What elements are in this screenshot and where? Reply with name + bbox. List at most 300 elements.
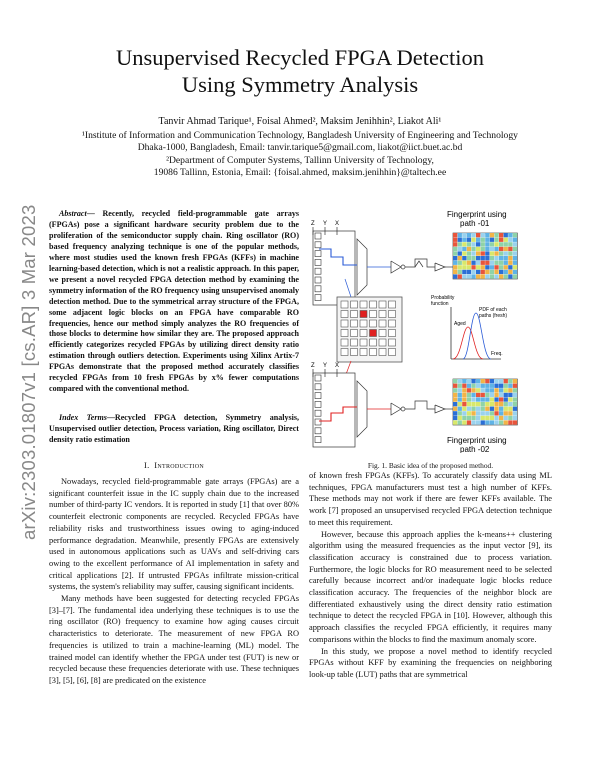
selected-logic-block [360,311,367,318]
heatmap-cell [504,407,508,411]
heatmap-cell [508,242,512,246]
heatmap-cell [490,270,494,274]
heatmap-cell [508,420,512,424]
heatmap-cell [490,379,494,383]
heatmap-cell [462,411,466,415]
logic-block [389,330,396,337]
heatmap-cell [481,416,485,420]
heatmap-cell [471,238,475,242]
heatmap-cell [462,238,466,242]
heatmap-cell [467,265,471,269]
heatmap-cell [513,397,517,401]
heatmap-cell [481,251,485,255]
heatmap-cell [458,384,462,388]
lut-cell [315,401,321,407]
heatmap-cell [471,233,475,237]
heatmap-cell [508,265,512,269]
heatmap-cell [504,242,508,246]
heatmap-cell [453,397,457,401]
affiliation-1-line-1: ¹Institute of Information and Communication Technology, Bangladesh University of Engineering and Technology [82,129,518,141]
heatmap-cell [462,261,466,265]
heatmap-cell [471,397,475,401]
heatmap-cell [494,274,498,278]
heatmap-cell [513,247,517,251]
heatmap-cell [513,411,517,415]
heatmap-cell [513,384,517,388]
logic-block [389,320,396,327]
heatmap-cell [476,388,480,392]
heatmap-cell [499,411,503,415]
lut-cell [315,393,321,399]
index-terms-text: —Recycled FPGA detection, Symmetry analysis, Unsupervised outlier detection, Process variation, Ring oscillator, Direct density ratio estimation [49,413,299,444]
heatmap-cell [467,233,471,237]
logic-block [351,311,358,318]
heatmap-cell [513,274,517,278]
lut-cell [315,268,321,274]
lut-cell [315,419,321,425]
heatmap-cell [504,238,508,242]
heatmap-cell [467,420,471,424]
heatmap-cell [490,261,494,265]
heatmap-cell [494,411,498,415]
heatmap-cell [481,238,485,242]
heatmap-cell [494,270,498,274]
logic-block [389,349,396,356]
heatmap-cell [499,379,503,383]
logic-block [379,330,386,337]
heatmap-cell [494,384,498,388]
heatmap-cell [485,233,489,237]
heatmap-cell [490,388,494,392]
heatmap-cell [471,251,475,255]
heatmap-cell [471,379,475,383]
heatmap-cell [499,247,503,251]
heatmap-cell [504,261,508,265]
heatmap-cell [462,388,466,392]
heatmap-cell [490,274,494,278]
heatmap-cell [508,388,512,392]
heatmap-cell [462,251,466,255]
intro-paragraph-5: In this study, we propose a novel method to identify recycled FPGAs without KFF by examining the frequencies on neighboring look-up table (LUT) paths that are symmetrical [309,646,552,679]
heatmap-cell [467,393,471,397]
intro-paragraph-1: Nowadays, recycled field-programmable gate arrays (FPGAs) are a significant counterfeit issue in the IC supply chain due to the increased number of third-party IC vendors. It is reported in study [1] that over 80% counterfeit electronic components are recycled. Recycled FPGAs have reliability risks and trustworthiness issues owing to aging-induced performance degradation. Meanwhile, presently FPGAs are extensively used in autonomous applications such as UAVs and self-driving cars owing to the excellent performance of AI implementation in safety and critical applications [2]. If untrusted FPGAs infiltrate mission-critical systems, the system's reliability may suffer, causing significant incidents. [49,477,299,592]
heatmap-cell [481,247,485,251]
heatmap-cell [508,393,512,397]
heatmap-cell [513,256,517,260]
heatmap-cell [494,402,498,406]
index-terms-label: Index Terms [59,413,107,422]
heatmap-cell [467,416,471,420]
heatmap-cell [504,393,508,397]
heatmap-cell [476,242,480,246]
section-heading [49,460,299,472]
heatmap-cell [513,261,517,265]
logic-block [341,301,348,308]
heatmap-cell [467,379,471,383]
heatmap-cell [481,407,485,411]
heatmap-cell [481,420,485,424]
heatmap-cell [458,274,462,278]
heatmap-cell [476,393,480,397]
heatmap-cell [471,270,475,274]
heatmap-cell [499,265,503,269]
fingerprint-bottom-line-1: Fingerprint using [447,436,507,445]
heatmap-cell [499,384,503,388]
heatmap-cell [467,261,471,265]
heatmap-cell [462,242,466,246]
heatmap-cell [494,397,498,401]
heatmap-cell [476,420,480,424]
lut-cell [315,277,321,283]
bottom-mux-tree [313,369,453,447]
heatmap-cell [481,384,485,388]
lut-cell [315,286,321,292]
heatmap-cell [494,407,498,411]
heatmap-cell [462,379,466,383]
heatmap-cell [476,411,480,415]
heatmap-cell [504,379,508,383]
heatmap-cell [467,256,471,260]
heatmap-cell [499,274,503,278]
heatmap-cell [504,247,508,251]
logic-block [341,320,348,327]
heatmap-cell [508,397,512,401]
heatmap-cell [462,416,466,420]
heatmap-cell [494,261,498,265]
heatmap-cell [513,402,517,406]
lut-cell [315,233,321,239]
heatmap-cell [490,256,494,260]
heatmap-cell [453,265,457,269]
figure-1 [311,209,537,458]
heatmap-cell [499,407,503,411]
abstract-label: Abstract [59,209,87,218]
heatmap-cell [499,233,503,237]
heatmap-cell [494,256,498,260]
intro-right-column [309,470,552,681]
heatmap-cell [453,379,457,383]
heatmap-cell [462,265,466,269]
heatmap-cell [462,407,466,411]
heatmap-cell [481,261,485,265]
heatmap-cell [476,265,480,269]
title-line-1: Unsupervised Recycled FPGA Detection [115,45,485,70]
fingerprint-top-heatmap [453,233,517,279]
logic-block [360,339,367,346]
lut-cell [315,259,321,265]
heatmap-cell [453,233,457,237]
heatmap-cell [504,411,508,415]
heatmap-cell [471,420,475,424]
heatmap-cell [453,393,457,397]
affiliation-2-line-2: 19086 Tallinn, Estonia, Email: {foisal.ahmed, maksim.jenihhin}@taltech.ee [153,167,447,179]
heatmap-cell [481,388,485,392]
heatmap-cell [494,416,498,420]
lut-cell [315,251,321,257]
heatmap-cell [481,270,485,274]
heatmap-cell [476,270,480,274]
logic-block [379,301,386,308]
heatmap-cell [494,379,498,383]
heatmap-cell [508,402,512,406]
heatmap-cell [504,420,508,424]
heatmap-cell [462,420,466,424]
heatmap-cell [513,233,517,237]
heatmap-cell [490,242,494,246]
abstract-text: — Recently, recycled field-programmable gate arrays (FPGAs) pose a significant hardware security problem due to the proliferation of the semiconductor supply chain. Ring oscillator (RO) based frequency analyzing technique is one of the popular methods, where most studies used the known fresh FPGAs (KFFs) in machine learning-based detection, which is not a realistic approach. In this paper, we present a novel recycled FPGA detection method by examining the symmetry information of the RO frequency using unsupervised anomaly detection method. Due to the symmetrical array structure of the FPGA, some adjacent logic blocks on an FPGA have comparable RO frequencies, hence our method simply analyzes the RO frequencies of those blocks to determine how similar they are. The proposed approach efficiently categorizes recycled FPGAs by utilizing direct density ratio estimation through outliers detection. Experiments using Xilinx Artix-7 FPGAs demonstrate that the proposed method accurately classifies recycled FPGAs from 10 fresh FPGAs by x% fewer computations compared with the conventional method. [49,209,299,394]
logic-block [351,330,358,337]
heatmap-cell [476,379,480,383]
heatmap-cell [504,384,508,388]
freq-label: Freq. [491,351,503,357]
heatmap-cell [513,238,517,242]
affiliation-1-line-2: Dhaka-1000, Bangladesh, Email: tanvir.tarique5@gmail.com, liakot@iict.buet.ac.bd [137,142,463,154]
heatmap-cell [504,388,508,392]
fingerprint-top-line-2: path -01 [460,219,490,228]
top-sel-z: Z [311,221,315,227]
heatmap-cell [513,416,517,420]
heatmap-cell [494,233,498,237]
heatmap-cell [467,247,471,251]
heatmap-cell [494,388,498,392]
bottom-sel-x: X [335,363,340,369]
heatmap-cell [453,384,457,388]
logic-block [341,339,348,346]
heatmap-cell [481,265,485,269]
logic-block [370,339,377,346]
heatmap-cell [462,274,466,278]
heatmap-cell [471,388,475,392]
intro-paragraph-4: However, because this approach applies the k-means++ clustering algorithm using the measured frequencies as the input vector [9], its classification accuracy is constrained due to process variation. Furthermore, the logic blocks for RO measurement need to be selected carefully because incorrect and/or inadequate logic blocks reduce classification accuracy. The frequencies of the neighbor block are differentiated exhaustively using the direct density ratio estimation technique to detect the recycled FPGA in [10]. However, although this approach classifies the recycled FPGA efficiently, it requires many comparisons within the blocks to find the maximum anomaly score. [309,529,552,644]
heatmap-cell [513,270,517,274]
abstract [49,209,299,395]
heatmap-cell [471,256,475,260]
heatmap-cell [458,388,462,392]
lut-cell [315,428,321,434]
heatmap-cell [485,274,489,278]
heatmap-cell [458,270,462,274]
top-mux-tree [313,227,453,305]
heatmap-cell [476,384,480,388]
heatmap-cell [481,397,485,401]
heatmap-cell [490,416,494,420]
logic-block [370,349,377,356]
heatmap-cell [494,420,498,424]
heatmap-cell [462,270,466,274]
heatmap-cell [453,407,457,411]
heatmap-cell [508,411,512,415]
intro-paragraph-2: Many methods have been suggested for detecting recycled FPGAs [3]–[7]. The fundamental idea underlying these techniques is to use the ring oscillator (RO) frequency to examine how aging causes circuit characteristics to deteriorate. The measurement of new FPGA RO frequencies is utilized to train a machine-learning (ML) model. The trained model can identify whether the FPGA under test (FUT) is new or recycled because these frequencies deteriorate with use. These techniques [3], [5], [6], [8] are predicated on the existence [49,594,299,685]
heatmap-cell [458,265,462,269]
heatmap-cell [508,251,512,255]
heatmap-cell [485,388,489,392]
heatmap-cell [476,256,480,260]
heatmap-cell [504,402,508,406]
heatmap-cell [458,402,462,406]
heatmap-cell [462,256,466,260]
logic-block [360,330,367,337]
heatmap-cell [485,247,489,251]
heatmap-cell [471,411,475,415]
heatmap-cell [453,247,457,251]
heatmap-cell [490,251,494,255]
heatmap-cell [462,397,466,401]
logic-block [360,349,367,356]
heatmap-cell [467,238,471,242]
heatmap-cell [481,393,485,397]
heatmap-cell [453,416,457,420]
heatmap-cell [499,238,503,242]
heatmap-cell [481,274,485,278]
logic-block [351,349,358,356]
heatmap-cell [494,265,498,269]
heatmap-cell [499,388,503,392]
heatmap-cell [458,420,462,424]
heatmap-cell [481,242,485,246]
lut-cell [315,295,321,301]
heatmap-cell [467,411,471,415]
heatmap-cell [458,251,462,255]
heatmap-cell [485,402,489,406]
top-sel-x: X [335,221,340,227]
figure-caption: Fig. 1. Basic idea of the proposed method. [367,461,494,470]
heatmap-cell [453,270,457,274]
heatmap-cell [504,265,508,269]
heatmap-cell [490,393,494,397]
heatmap-cell [476,416,480,420]
heatmap-cell [513,251,517,255]
aged-label: Aged [454,321,466,327]
heatmap-cell [499,261,503,265]
heatmap-cell [499,420,503,424]
heatmap-cell [485,261,489,265]
heatmap-cell [467,407,471,411]
heatmap-cell [467,384,471,388]
heatmap-cell [458,393,462,397]
heatmap-cell [462,393,466,397]
heatmap-cell [453,261,457,265]
heatmap-cell [458,261,462,265]
logic-block [360,320,367,327]
arxiv-stamp: arXiv:2303.01807v1 [cs.AR] 3 Mar 2023 [18,204,39,540]
heatmap-cell [471,265,475,269]
heatmap-cell [467,388,471,392]
logic-block [351,320,358,327]
logic-block [370,311,377,318]
affiliation-2-line-1: ²Department of Computer Systems, Tallinn University of Technology, [166,154,434,166]
heatmap-cell [462,384,466,388]
heatmap-cell [467,397,471,401]
heatmap-cell [467,402,471,406]
logic-block [370,301,377,308]
heatmap-cell [458,242,462,246]
heatmap-cell [476,251,480,255]
heatmap-cell [462,233,466,237]
heatmap-cell [490,420,494,424]
heatmap-cell [490,397,494,401]
logic-block [341,330,348,337]
heatmap-cell [508,274,512,278]
heatmap-cell [462,247,466,251]
logic-block [389,301,396,308]
bottom-sel-y: Y [323,363,328,369]
top-sel-y: Y [323,221,328,227]
heatmap-cell [513,388,517,392]
logic-block [360,301,367,308]
heatmap-cell [458,256,462,260]
heatmap-cell [471,416,475,420]
heatmap-cell [453,274,457,278]
heatmap-cell [499,251,503,255]
logic-block [389,339,396,346]
heatmap-cell [490,411,494,415]
section-number: I. [143,461,150,470]
heatmap-cell [499,270,503,274]
heatmap-cell [508,416,512,420]
heatmap-cell [513,420,517,424]
heatmap-cell [462,402,466,406]
logic-block [379,349,386,356]
fingerprint-bottom-line-2: path -02 [460,445,490,453]
heatmap-cell [499,242,503,246]
heatmap-cell [471,402,475,406]
heatmap-cell [453,402,457,406]
intro-left-column [49,476,299,687]
heatmap-cell [485,416,489,420]
index-terms [49,413,299,446]
heatmap-cell [485,265,489,269]
author-block [0,116,600,180]
lut-cell [315,242,321,248]
heatmap-cell [490,238,494,242]
heatmap-cell [494,238,498,242]
fingerprint-top-line-1: Fingerprint using [447,210,507,219]
logic-block [351,301,358,308]
heatmap-cell [453,420,457,424]
heatmap-cell [481,233,485,237]
probability-label-line-1: Probability [431,295,455,301]
title-line-2: Using Symmetry Analysis [181,72,419,97]
heatmap-cell [458,247,462,251]
heatmap-cell [504,416,508,420]
heatmap-cell [494,247,498,251]
logic-block [341,349,348,356]
heatmap-cell [453,242,457,246]
heatmap-cell [458,407,462,411]
heatmap-cell [494,251,498,255]
heatmap-cell [508,233,512,237]
heatmap-cell [471,407,475,411]
heatmap-cell [504,233,508,237]
heatmap-cell [458,238,462,242]
heatmap-cell [508,247,512,251]
heatmap-cell [458,379,462,383]
lut-cell [315,437,321,443]
heatmap-cell [508,270,512,274]
heatmap-cell [508,238,512,242]
heatmap-cell [504,256,508,260]
heatmap-cell [499,256,503,260]
heatmap-cell [481,379,485,383]
logic-block [379,339,386,346]
author-names: Tanvir Ahmad Tarique¹, Foisal Ahmed², Maksim Jenihhin², Liakot Ali¹ [158,116,442,127]
heatmap-cell [513,393,517,397]
heatmap-cell [471,242,475,246]
heatmap-cell [476,261,480,265]
heatmap-cell [453,256,457,260]
heatmap-cell [485,379,489,383]
heatmap-cell [485,384,489,388]
